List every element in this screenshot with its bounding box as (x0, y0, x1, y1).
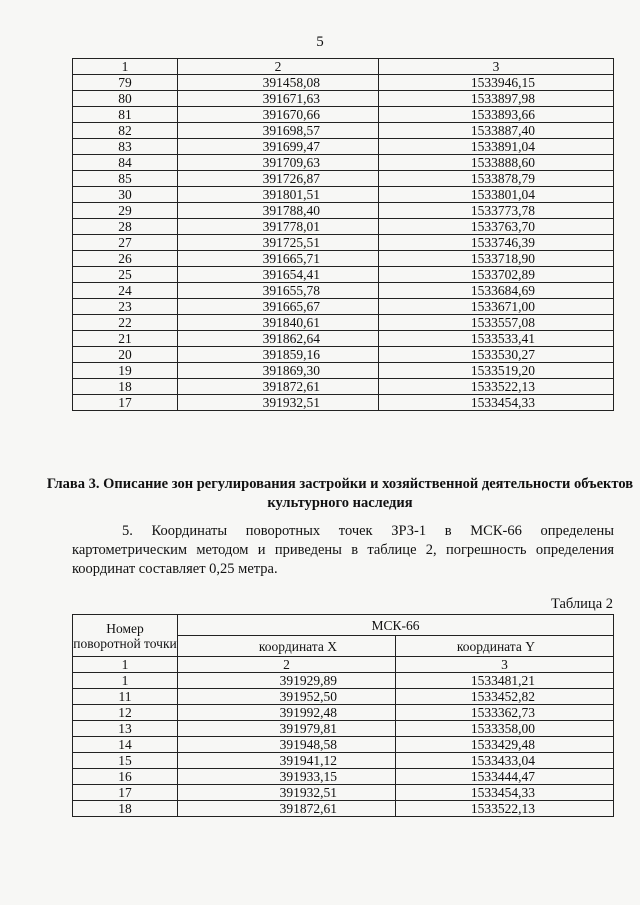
coordinate-y-cell: 1533746,39 (379, 235, 614, 251)
table-row (73, 251, 614, 267)
point-number-cell: 1 (73, 673, 178, 689)
coordinate-y-cell: 1533702,89 (379, 267, 614, 283)
table-row (73, 801, 614, 817)
coordinate-x-cell: 391671,63 (178, 91, 379, 107)
coordinate-y-cell: 1533801,04 (379, 187, 614, 203)
coordinate-y-cell: 1533358,00 (396, 721, 614, 737)
table-row (73, 107, 614, 123)
coordinate-x-cell: 391992,48 (178, 705, 396, 721)
coordinate-y-cell: 1533897,98 (379, 91, 614, 107)
point-number-cell: 11 (73, 689, 178, 705)
coordinate-x-cell: 391801,51 (178, 187, 379, 203)
point-number-cell: 28 (73, 219, 178, 235)
column-number-2: 2 (178, 657, 396, 673)
coordinate-y-cell: 1533433,04 (396, 753, 614, 769)
coordinate-y-cell: 1533893,66 (379, 107, 614, 123)
column-number-1: 1 (73, 59, 178, 75)
table-row (73, 753, 614, 769)
table-row (73, 395, 614, 411)
coordinate-y-cell: 1533481,21 (396, 673, 614, 689)
coordinate-x-cell: 391941,12 (178, 753, 396, 769)
coordinate-x-cell: 391698,57 (178, 123, 379, 139)
point-number-cell: 12 (73, 705, 178, 721)
table-row (73, 283, 614, 299)
coordinate-y-cell: 1533454,33 (379, 395, 614, 411)
point-number-cell: 19 (73, 363, 178, 379)
coordinate-y-cell: 1533522,13 (379, 379, 614, 395)
table-row (73, 139, 614, 155)
table-row (73, 347, 614, 363)
coordinate-x-cell: 391670,66 (178, 107, 379, 123)
point-number-cell: 13 (73, 721, 178, 737)
coordinate-y-cell: 1533522,13 (396, 801, 614, 817)
point-number-cell: 22 (73, 315, 178, 331)
coordinate-y-cell: 1533718,90 (379, 251, 614, 267)
coordinate-x-cell: 391948,58 (178, 737, 396, 753)
point-number-cell: 79 (73, 75, 178, 91)
point-number-cell: 83 (73, 139, 178, 155)
coordinate-x-cell: 391869,30 (178, 363, 379, 379)
point-number-cell: 84 (73, 155, 178, 171)
coordinate-x-cell: 391725,51 (178, 235, 379, 251)
table-row (73, 379, 614, 395)
coordinate-x-cell: 391788,40 (178, 203, 379, 219)
table-row (73, 737, 614, 753)
table-row (73, 769, 614, 785)
coordinate-y-cell: 1533519,20 (379, 363, 614, 379)
table-row (73, 689, 614, 705)
table-label: Таблица 2 (550, 596, 613, 612)
coordinate-y-cell: 1533429,48 (396, 737, 614, 753)
point-number-cell: 21 (73, 331, 178, 347)
point-number-cell: 17 (73, 785, 178, 801)
coordinate-y-cell: 1533362,73 (396, 705, 614, 721)
table-row (73, 673, 614, 689)
coordinate-x-cell: 391862,64 (178, 331, 379, 347)
table-row (73, 363, 614, 379)
column-number-2: 2 (178, 59, 379, 75)
coordinate-x-cell: 391840,61 (178, 315, 379, 331)
point-number-cell: 81 (73, 107, 178, 123)
point-number-cell: 29 (73, 203, 178, 219)
coordinate-x-cell: 391654,41 (178, 267, 379, 283)
coordinate-x-cell: 391665,71 (178, 251, 379, 267)
chapter-heading: Глава 3. Описание зон регулирования застройки и хозяйственной деятельности объектов культурного наследия (46, 476, 634, 511)
point-number-cell: 30 (73, 187, 178, 203)
point-number-cell: 82 (73, 123, 178, 139)
column-number-1: 1 (73, 657, 178, 673)
point-number-cell: 25 (73, 267, 178, 283)
point-number-cell: 24 (73, 283, 178, 299)
table-row (73, 155, 614, 171)
coordinate-x-cell: 391665,67 (178, 299, 379, 315)
table-row (73, 75, 614, 91)
coordinate-y-cell: 1533530,27 (379, 347, 614, 363)
coordinate-x-cell: 391932,51 (178, 785, 396, 801)
column-number-3: 3 (396, 657, 614, 673)
table-row (73, 299, 614, 315)
table-row (73, 721, 614, 737)
point-number-cell: 18 (73, 801, 178, 817)
coordinate-x-cell: 391778,01 (178, 219, 379, 235)
coordinates-table-2 (72, 614, 614, 817)
coordinate-x-header: координата X (178, 636, 396, 657)
column-number-3: 3 (379, 59, 614, 75)
point-number-cell: 80 (73, 91, 178, 107)
coordinate-x-cell: 391726,87 (178, 171, 379, 187)
point-number-header: Номер поворотной точки (73, 615, 178, 657)
table-row (73, 91, 614, 107)
table-header-row (73, 615, 614, 636)
point-number-cell: 23 (73, 299, 178, 315)
coordinate-x-cell: 391933,15 (178, 769, 396, 785)
coordinate-y-cell: 1533773,78 (379, 203, 614, 219)
page-number: 5 (316, 34, 324, 50)
coordinate-x-cell: 391952,50 (178, 689, 396, 705)
coordinate-y-cell: 1533878,79 (379, 171, 614, 187)
coordinate-y-cell: 1533671,00 (379, 299, 614, 315)
table-row (73, 331, 614, 347)
coordinate-x-cell: 391872,61 (178, 379, 379, 395)
table-row (73, 267, 614, 283)
table-row (73, 705, 614, 721)
coordinate-y-cell: 1533888,60 (379, 155, 614, 171)
table-row (73, 219, 614, 235)
table-row (73, 785, 614, 801)
table-row (73, 171, 614, 187)
table-row (73, 203, 614, 219)
coordinate-x-cell: 391859,16 (178, 347, 379, 363)
coordinate-y-cell: 1533533,41 (379, 331, 614, 347)
coordinate-y-header: координата Y (396, 636, 614, 657)
coordinate-y-cell: 1533887,40 (379, 123, 614, 139)
point-number-cell: 26 (73, 251, 178, 267)
coordinate-y-cell: 1533557,08 (379, 315, 614, 331)
table-header-row (73, 59, 614, 75)
coordinates-paragraph: 5. Координаты поворотных точек ЗРЗ-1 в МСК-66 определены картометрическим методом и приведены в таблице 2, погрешность определения координат составляет 0,25 метра. (72, 523, 614, 577)
point-number-cell: 85 (73, 171, 178, 187)
point-number-cell: 18 (73, 379, 178, 395)
table-number-row (73, 657, 614, 673)
coordinate-x-cell: 391699,47 (178, 139, 379, 155)
coordinate-x-cell: 391872,61 (178, 801, 396, 817)
coordinates-table-continued (72, 58, 614, 411)
coordinate-x-cell: 391458,08 (178, 75, 379, 91)
coordinate-x-cell: 391979,81 (178, 721, 396, 737)
coordinate-x-cell: 391655,78 (178, 283, 379, 299)
coordinate-y-cell: 1533891,04 (379, 139, 614, 155)
table-row (73, 187, 614, 203)
coordinate-y-cell: 1533946,15 (379, 75, 614, 91)
coordinate-x-cell: 391709,63 (178, 155, 379, 171)
coordinate-y-cell: 1533444,47 (396, 769, 614, 785)
table-row (73, 123, 614, 139)
point-number-cell: 15 (73, 753, 178, 769)
coordinate-y-cell: 1533454,33 (396, 785, 614, 801)
msk66-header: МСК-66 (178, 615, 614, 636)
table-row (73, 235, 614, 251)
point-number-cell: 16 (73, 769, 178, 785)
point-number-cell: 14 (73, 737, 178, 753)
point-number-cell: 17 (73, 395, 178, 411)
coordinate-y-cell: 1533763,70 (379, 219, 614, 235)
coordinate-x-cell: 391929,89 (178, 673, 396, 689)
table-row (73, 315, 614, 331)
coordinate-y-cell: 1533452,82 (396, 689, 614, 705)
point-number-cell: 27 (73, 235, 178, 251)
point-number-cell: 20 (73, 347, 178, 363)
coordinate-y-cell: 1533684,69 (379, 283, 614, 299)
coordinate-x-cell: 391932,51 (178, 395, 379, 411)
